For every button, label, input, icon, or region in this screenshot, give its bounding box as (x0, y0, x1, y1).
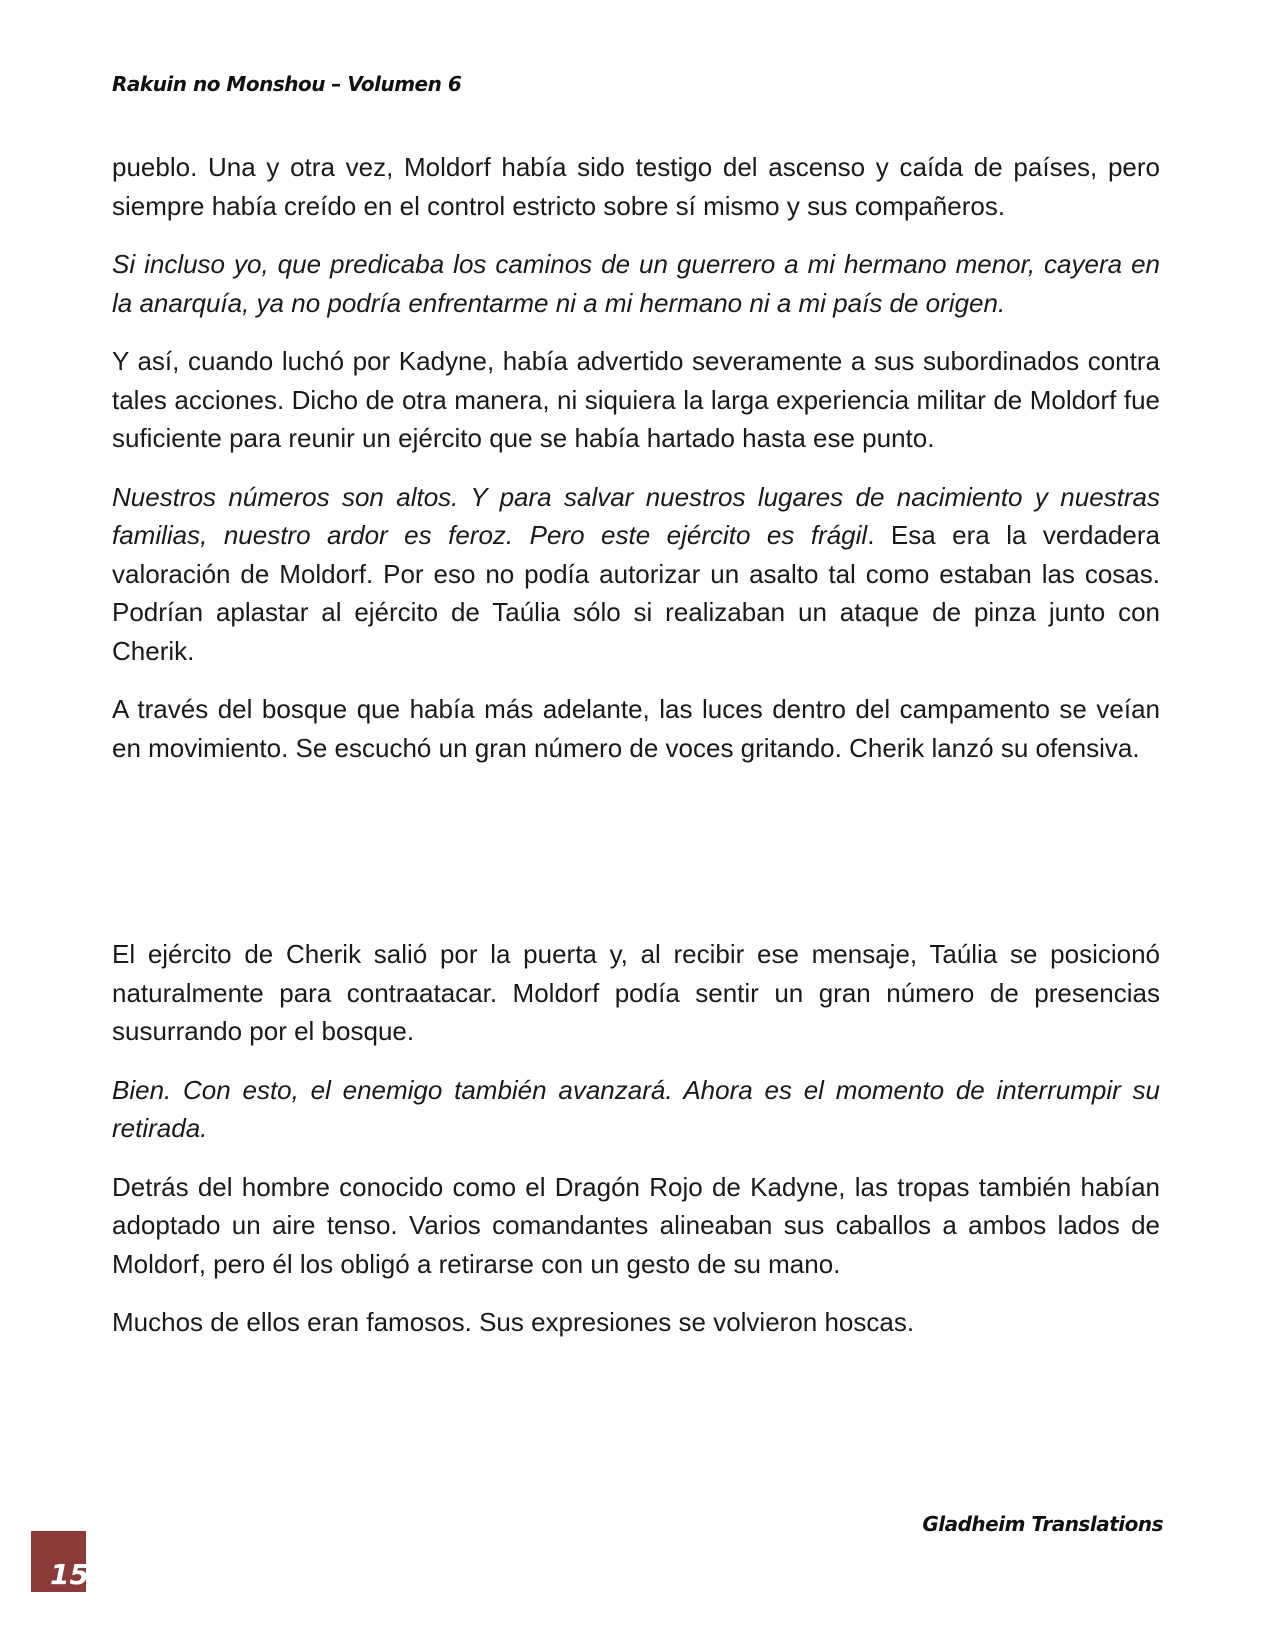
page-number-underline (31, 1592, 86, 1595)
paragraph-1: pueblo. Una y otra vez, Moldorf había sido testigo del ascenso y caída de países, pero siempre había creído en el control estricto sobre sí mismo y sus compañeros. (112, 152, 1160, 221)
paragraph-4 (112, 478, 1160, 671)
paragraph-3: Y así, cuando luchó por Kadyne, había advertido severamente a sus subordinados contra tales acciones. Dicho de otra manera, ni siquiera la larga experiencia militar de Moldorf fue suficiente para reunir un ejército que se había hartado hasta ese punto. (112, 346, 1160, 453)
paragraph-4-thought: Nuestros números son altos. Y para salvar nuestros lugares de nacimiento y nuestras familias, nuestro ardor es feroz. Pero este ejército es frágil (112, 481, 1160, 550)
paragraph-5: A través del bosque que había más adelante, las luces dentro del campamento se veían en movimiento. Se escuchó un gran número de voces gritando. Cherik lanzó su ofensiva. (112, 694, 1160, 763)
paragraph-2-thought: Si incluso yo, que predicaba los caminos de un guerrero a mi hermano menor, cayera en la anarquía, ya no podría enfrentarme ni a mi hermano ni a mi país de origen. (112, 249, 1160, 318)
footer-credit: Gladheim Translations (922, 1512, 1163, 1536)
scene-break (112, 787, 1160, 935)
paragraph-8: Detrás del hombre conocido como el Dragón Rojo de Kadyne, las tropas también habían adoptado un aire tenso. Varios comandantes alineaban sus caballos a ambos lados de Moldorf, pero él los obligó a retirarse con un gesto de su mano. (112, 1171, 1160, 1279)
paragraph-6: El ejército de Cherik salió por la puerta y, al recibir ese mensaje, Taúlia se posicionó naturalmente para contraatacar. Moldorf podía sentir un gran número de presencias susurrando por el bosque. (112, 939, 1160, 1046)
body-text (112, 148, 1160, 1362)
page-number: 15 (50, 1558, 89, 1591)
paragraph-9: Muchos de ellos eran famosos. Sus expresiones se volvieron hoscas. (112, 1307, 915, 1337)
running-header: Rakuin no Monshou – Volumen 6 (112, 72, 462, 96)
paragraph-7-thought: Bien. Con esto, el enemigo también avanzará. Ahora es el momento de interrumpir su retirada. (112, 1074, 1160, 1143)
paragraph-4-narration: . Esa era la verdadera valoración de Moldorf. Por eso no podía autorizar un asalto tal como estaban las cosas. Podrían aplastar al ejército de Taúlia sólo si realizaban un ataque de pinza junto con Cherik. (112, 520, 1161, 666)
